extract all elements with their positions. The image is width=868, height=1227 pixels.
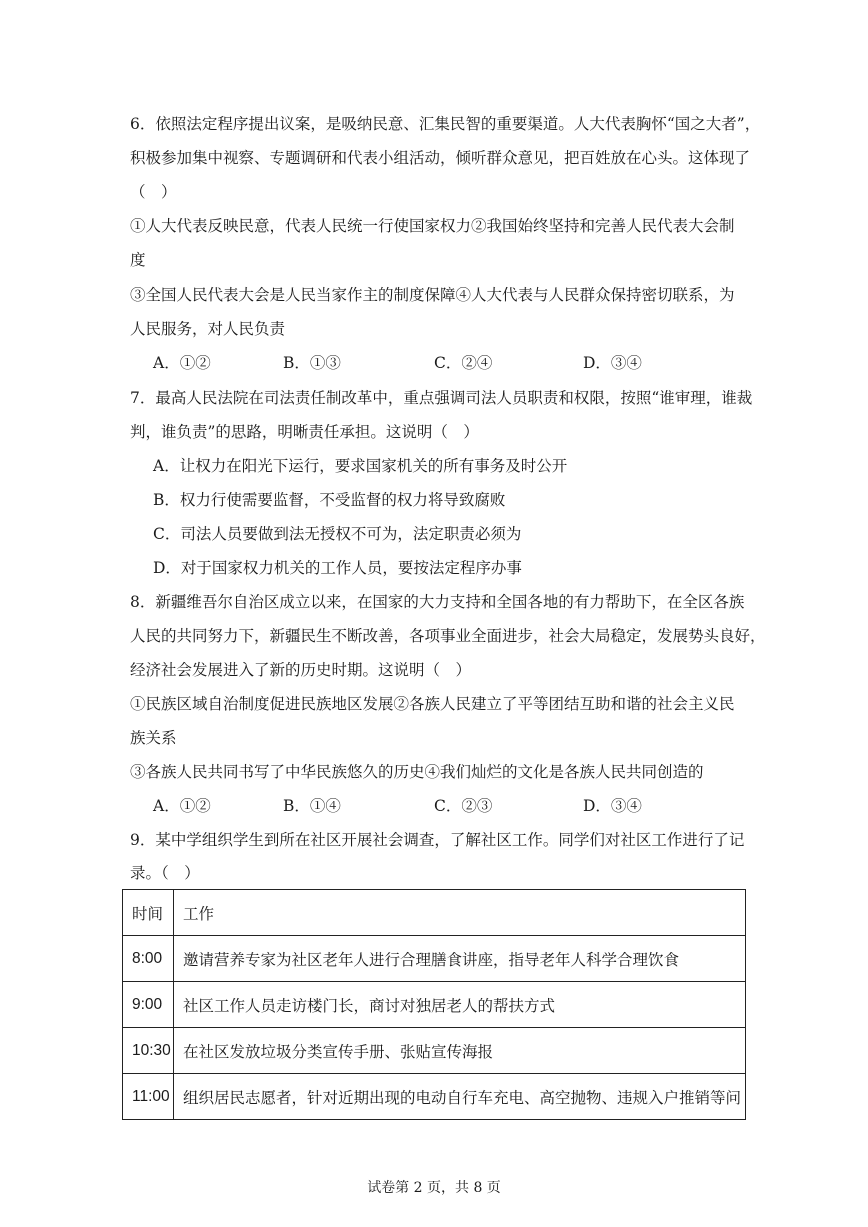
q7-option-a[interactable]: A．让权力在阳光下运行，要求国家机关的所有事务及时公开 — [153, 457, 568, 475]
table-cell-work: 邀请营养专家为社区老年人进行合理膳食讲座，指导老年人科学合理饮食 — [174, 936, 746, 982]
table-row — [123, 1074, 746, 1120]
q8-option-c[interactable]: C．②③ — [434, 797, 493, 815]
q8-option-b[interactable]: B．①④ — [283, 797, 341, 815]
table-header-work: 工作 — [174, 890, 746, 936]
q6-statement-line-1: ①人大代表反映民意，代表人民统一行使国家权力②我国始终坚持和完善人民代表大会制 — [130, 217, 735, 235]
table-cell-time: 9:00 — [123, 982, 174, 1028]
table-cell-time: 11:00 — [123, 1074, 174, 1120]
table-cell-time: 8:00 — [123, 936, 174, 982]
q6-statement-line-2: 度 — [130, 251, 146, 269]
q8-statement-line-1: ①民族区域自治制度促进民族地区发展②各族人民建立了平等团结互助和谐的社会主义民 — [130, 695, 735, 713]
q7-option-d[interactable]: D．对于国家权力机关的工作人员，要按法定程序办事 — [153, 559, 522, 577]
table-header-row — [123, 890, 746, 936]
q6-option-d[interactable]: D．③④ — [583, 354, 642, 372]
table-row — [123, 936, 746, 982]
q7-stem-line-1: 7．最高人民法院在司法责任制改革中，重点强调司法人员职责和权限，按照“谁审理，谁裁 — [130, 389, 753, 407]
q6-statement-line-4: 人民服务，对人民负责 — [130, 320, 286, 338]
q8-stem-line-1: 8．新疆维吾尔自治区成立以来，在国家的大力支持和全国各地的有力帮助下，在全区各族 — [130, 593, 745, 611]
q6-option-a[interactable]: A．①② — [153, 354, 211, 372]
q6-option-c[interactable]: C．②④ — [434, 354, 493, 372]
q8-statement-line-2: 族关系 — [130, 729, 177, 747]
table-row — [123, 1028, 746, 1074]
q9-stem-line-2: 录。（ ） — [130, 864, 200, 882]
table-header-time: 时间 — [123, 890, 174, 936]
q7-option-c[interactable]: C．司法人员要做到法无授权不可为，法定职责必须为 — [153, 525, 522, 543]
q8-option-d[interactable]: D．③④ — [583, 797, 642, 815]
table-cell-time: 10:30 — [123, 1028, 174, 1074]
q6-option-b[interactable]: B．①③ — [283, 354, 341, 372]
q8-option-a[interactable]: A．①② — [153, 797, 211, 815]
q6-stem-line-1: 6．依照法定程序提出议案，是吸纳民意、汇集民智的重要渠道。人大代表胸怀“国之大者”， — [130, 115, 761, 133]
q9-stem-line-1: 9．某中学组织学生到所在社区开展社会调查，了解社区工作。同学们对社区工作进行了记 — [130, 831, 745, 849]
table-cell-work: 社区工作人员走访楼门长，商讨对独居老人的帮扶方式 — [174, 982, 746, 1028]
q6-answer-blank: （ ） — [130, 183, 177, 201]
page-footer: 试卷第 2 页，共 8 页 — [367, 1180, 501, 1196]
table-cell-work: 在社区发放垃圾分类宣传手册、张贴宣传海报 — [174, 1028, 746, 1074]
q7-stem-line-2: 判，谁负责”的思路，明晰责任承担。这说明（ ） — [130, 423, 479, 441]
table-row — [123, 982, 746, 1028]
table-cell-work: 组织居民志愿者，针对近期出现的电动自行车充电、高空抛物、违规入户推销等问 — [174, 1074, 746, 1120]
q8-stem-line-3: 经济社会发展进入了新的历史时期。这说明（ ） — [130, 661, 472, 679]
community-work-record-table — [122, 889, 746, 1120]
q8-statement-line-3: ③各族人民共同书写了中华民族悠久的历史④我们灿烂的文化是各族人民共同创造的 — [130, 763, 704, 781]
q6-stem-line-2: 积极参加集中视察、专题调研和代表小组活动，倾听群众意见，把百姓放在心头。这体现了 — [130, 149, 751, 167]
q6-statement-line-3: ③全国人民代表大会是人民当家作主的制度保障④人大代表与人民群众保持密切联系，为 — [130, 286, 735, 304]
q7-option-b[interactable]: B．权力行使需要监督，不受监督的权力将导致腐败 — [153, 491, 506, 509]
q8-stem-line-2: 人民的共同努力下，新疆民生不断改善，各项事业全面进步，社会大局稳定，发展势头良好， — [130, 627, 766, 645]
